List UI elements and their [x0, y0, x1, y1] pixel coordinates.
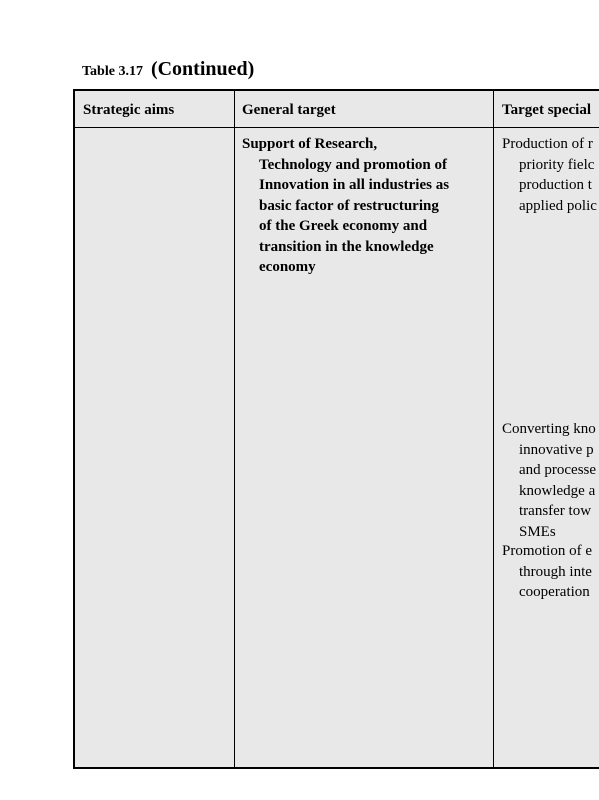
- target-specific-line: cooperation: [519, 584, 590, 600]
- table-caption: [82, 58, 254, 81]
- general-target-line: transition in the knowledge: [259, 238, 434, 255]
- general-target-cell: [242, 134, 487, 278]
- target-specific-line: transfer tow: [519, 503, 592, 519]
- target-specific-line: through inte: [519, 563, 592, 580]
- target-specific-line: and processe: [519, 462, 597, 478]
- header-divider: [75, 127, 599, 128]
- target-specific-line: priority fielc: [519, 156, 595, 173]
- target-specific-line: knowledge a: [519, 482, 596, 499]
- target-specific-line: innovative p: [519, 441, 594, 458]
- column-divider-2: [493, 91, 494, 767]
- column-divider-1: [234, 91, 235, 767]
- target-specific-line: SMEs: [519, 523, 556, 540]
- general-target-line: Support of Research,: [242, 136, 378, 152]
- target-specific-cell-2: [502, 419, 599, 542]
- header-target-specific: Target special: [502, 102, 592, 118]
- general-target-line: basic factor of restructuring: [259, 197, 439, 214]
- target-specific-line: Production of r: [502, 136, 593, 152]
- general-target-line: Innovation in all industries as: [259, 177, 450, 193]
- target-specific-cell-3: [502, 541, 599, 603]
- table-caption-continued: (Continued): [150, 58, 255, 80]
- target-specific-line: applied polic: [519, 197, 597, 214]
- target-specific-line: production t: [519, 177, 592, 193]
- target-specific-line: Promotion of e: [502, 543, 592, 559]
- general-target-line: of the Greek economy and: [259, 218, 428, 234]
- general-target-line: economy: [259, 259, 316, 275]
- target-specific-cell-1: [502, 134, 599, 216]
- header-general-target: General target: [242, 102, 336, 118]
- header-strategic-aims: Strategic aims: [83, 102, 175, 118]
- data-table: [73, 89, 599, 769]
- general-target-line: Technology and promotion of: [259, 156, 447, 173]
- target-specific-line: Converting kno: [502, 421, 596, 437]
- table-caption-label: Table 3.17: [82, 64, 143, 79]
